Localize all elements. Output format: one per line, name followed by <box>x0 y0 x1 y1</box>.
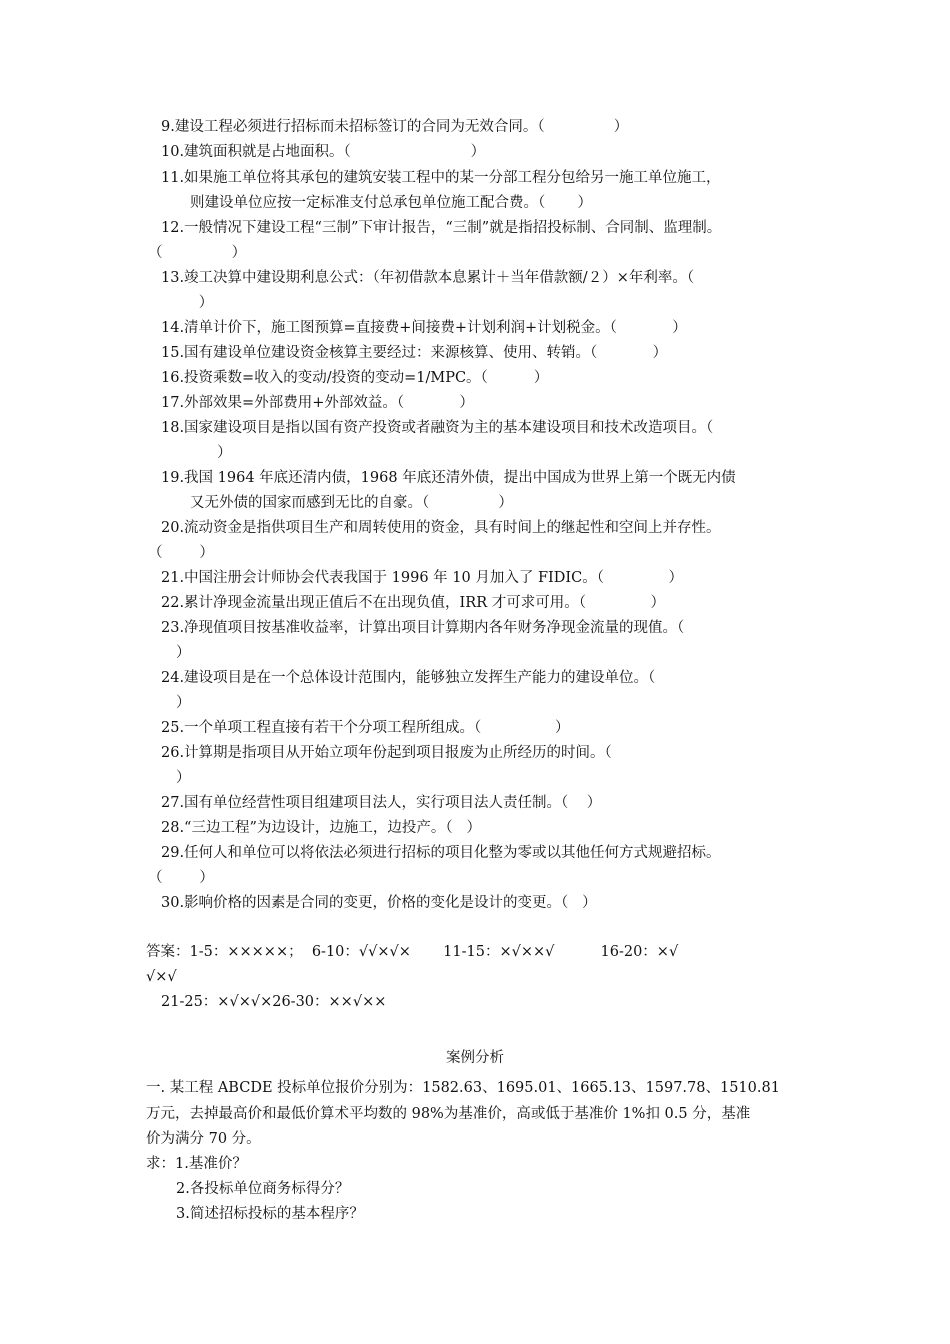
question-14: 14.清单计价下，施工图预算=直接费+间接费+计划利润+计划税金。（ ） <box>161 320 687 336</box>
question-10: 10.建筑面积就是占地面积。（ ） <box>161 144 486 160</box>
question-19-line2: 又无外债的国家而感到无比的自豪。（ ） <box>190 495 513 511</box>
question-21: 21.中国注册会计师协会代表我国于 1996 年 10 月加入了 FIDIC。（ ） <box>161 570 683 586</box>
answers-line3: 21-25：×√×√×26-30：××√×× <box>161 994 387 1010</box>
case-question-3: 3.简述招标投标的基本程序？ <box>176 1206 364 1222</box>
question-29-line2: （ ） <box>148 870 214 886</box>
question-23-line2: ） <box>176 645 191 661</box>
question-12-line1: 12.一般情况下建设工程“三制”下审计报告，“三制”就是指招投标制、合同制、监理制。 <box>161 220 722 236</box>
case-paragraph-line3: 价为满分 70 分。 <box>146 1131 261 1147</box>
case-question-1: 求：1.基准价？ <box>146 1156 247 1172</box>
question-19-line1: 19.我国 1964 年底还清内债，1968 年底还清外债，提出中国成为世界上第一个既无内债 <box>161 470 736 486</box>
question-20-line1: 20.流动资金是指供项目生产和周转使用的资金，具有时间上的继起性和空间上并存性。 <box>161 520 721 536</box>
answers-line2: √×√ <box>146 969 177 985</box>
question-13-line2: ） <box>148 295 214 311</box>
question-15: 15.国有建设单位建设资金核算主要经过：来源核算、使用、转销。（ ） <box>161 345 668 361</box>
question-9: 9.建设工程必须进行招标而未招标签订的合同为无效合同。（ ） <box>161 119 629 135</box>
question-11-line1: 11.如果施工单位将其承包的建筑安装工程中的某一分部工程分包给另一施工单位施工， <box>161 170 721 186</box>
question-29-line1: 29.任何人和单位可以将依法必须进行招标的项目化整为零或以其他任何方式规避招标。 <box>161 845 721 861</box>
question-30: 30.影响价格的因素是合同的变更，价格的变化是设计的变更。（ ） <box>161 895 597 911</box>
question-13-line1: 13.竣工决算中建设期利息公式：（年初借款本息累计＋当年借款额/２）×年利率。（ <box>161 270 695 286</box>
question-22: 22.累计净现金流量出现正值后不在出现负值，IRR 才可求可用。（ ） <box>161 595 666 611</box>
question-25: 25.一个单项工程直接有若干个分项工程所组成。（ ） <box>161 720 570 736</box>
case-heading: 案例分析 <box>446 1050 504 1066</box>
question-12-line2: （ ） <box>148 245 247 261</box>
question-11-line2: 则建设单位应按一定标准支付总承包单位施工配合费。（ ） <box>190 195 593 211</box>
question-20-line2: （ ） <box>148 545 214 561</box>
question-17: 17.外部效果=外部费用+外部效益。（ ） <box>161 395 474 411</box>
question-23-line1: 23.净现值项目按基准收益率，计算出项目计算期内各年财务净现金流量的现值。（ <box>161 620 685 636</box>
question-26-line1: 26.计算期是指项目从开始立项年份起到项目报废为止所经历的时间。（ <box>161 745 612 761</box>
answers-line1: 答案：1-5：×××××； 6-10：√√×√× 11-15：×√××√ 16-20：×√ <box>146 944 679 960</box>
question-16: 16.投资乘数=收入的变动/投资的变动=1/MPC。（ ） <box>161 370 549 386</box>
question-28: 28.“三边工程”为边设计，边施工，边投产。（ ） <box>161 820 481 836</box>
case-question-2: 2.各投标单位商务标得分？ <box>176 1181 350 1197</box>
question-18-line1: 18.国家建设项目是指以国有资产投资或者融资为主的基本建设项目和技术改造项目。（ <box>161 420 714 436</box>
question-27: 27.国有单位经营性项目组建项目法人，实行项目法人责任制。（ ） <box>161 795 602 811</box>
question-18-line2: ） <box>148 445 232 461</box>
case-paragraph-line1: 一. 某工程 ABCDE 投标单位报价分别为：1582.63、1695.01、1665.13、1597.78、1510.81 <box>146 1080 780 1096</box>
question-24-line2: ） <box>176 695 191 711</box>
question-24-line1: 24.建设项目是在一个总体设计范围内，能够独立发挥生产能力的建设单位。（ <box>161 670 656 686</box>
question-26-line2: ） <box>176 770 191 786</box>
case-paragraph-line2: 万元，去掉最高价和最低价算术平均数的 98%为基准价，高或低于基准价 1%扣 0.5 分，基准 <box>146 1106 751 1122</box>
